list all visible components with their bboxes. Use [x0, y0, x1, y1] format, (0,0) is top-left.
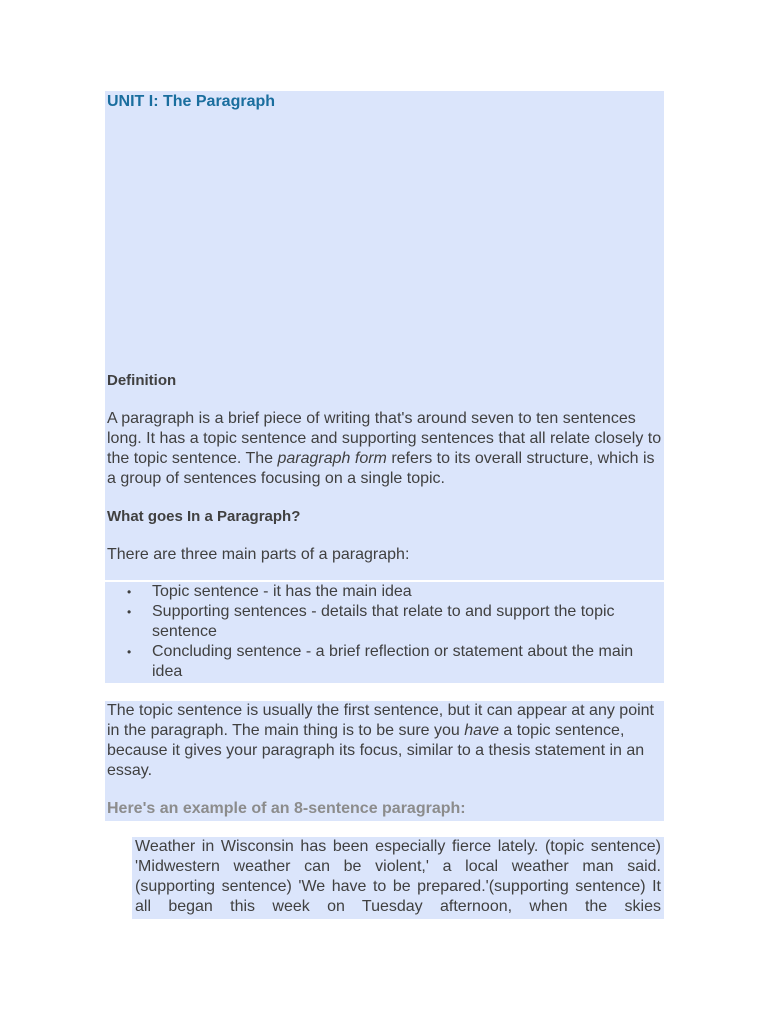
- topic-note-text-part-2: a topic sentence, because it gives your paragraph its focus, similar to a thesis statement in an essay.: [107, 722, 645, 779]
- parts-intro: There are three main parts of a paragraph:: [107, 546, 410, 563]
- definition-paragraph: [107, 409, 663, 489]
- definition-italic-term: paragraph form: [277, 450, 387, 467]
- definition-heading: Definition: [107, 372, 177, 389]
- topic-note-italic-word: have: [464, 722, 499, 739]
- parts-list: [105, 582, 664, 683]
- unit-section: [105, 91, 664, 580]
- topic-note-text-part-1: The topic sentence is usually the first sentence, but it can appear at any point in the paragraph. The main thing is to be sure you: [107, 702, 654, 739]
- list-item: • Supporting sentences - details that relate to and support the topic sentence: [105, 602, 652, 642]
- what-goes-heading: What goes In a Paragraph?: [107, 508, 301, 525]
- example-paragraph: Weather in Wisconsin has been especially fierce lately. (topic sentence) 'Midwestern weather can be violent,' a local weather man said. (supporting sentence) 'We have to be prepared.'(supporting sentence) It all began this week on Tuesday afternoon, when the skies: [135, 838, 661, 915]
- list-item: • Concluding sentence - a brief reflection or statement about the main idea: [105, 642, 652, 682]
- topic-note-section: [105, 701, 664, 821]
- example-section: [132, 837, 664, 919]
- topic-note-paragraph: [107, 701, 663, 781]
- unit-title: UNIT I: The Paragraph: [107, 93, 276, 110]
- definition-text-part-1: A paragraph is a brief piece of writing that's around seven to ten sentences long. It has a topic sentence and supporting sentences that all relate closely to the topic sentence. The: [107, 410, 662, 467]
- definition-text-part-2: refers to its overall structure, which is a group of sentences focusing on a single topic.: [107, 450, 655, 487]
- example-heading: Here's an example of an 8-sentence paragraph:: [107, 800, 466, 817]
- list-item: • Topic sentence - it has the main idea: [105, 582, 652, 602]
